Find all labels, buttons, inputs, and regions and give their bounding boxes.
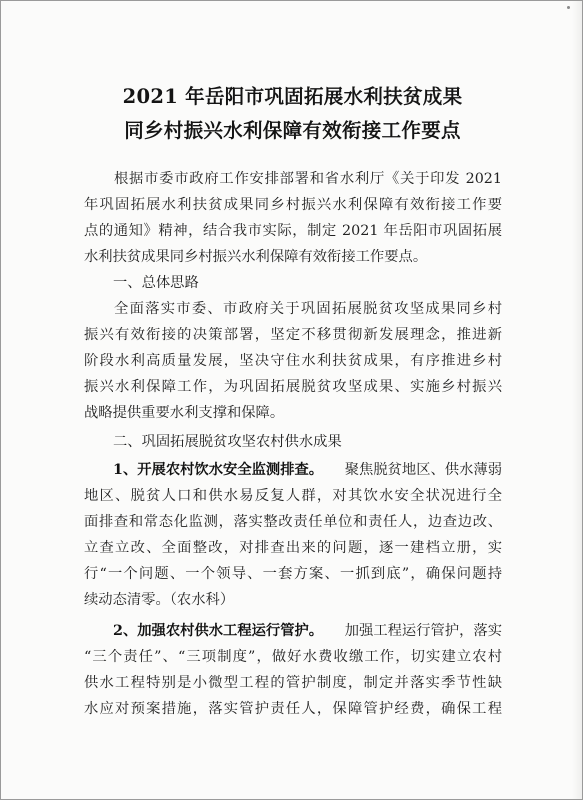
section-1-line-3: 阶段水利高质量发展，坚决守住水利扶贫成果，有序推进乡村 — [84, 353, 502, 369]
intro-line-4: 水利扶贫成果同乡村振兴水利保障有效衔接工作要点。 — [84, 249, 428, 265]
intro-line-3: 点的通知》精神，结合我市实际，制定 2021 年岳阳市巩固拓展 — [84, 223, 502, 239]
item-2-line-2: “三个责任”、“三项制度”，做好水费收缴工作，切实建立农村 — [84, 649, 502, 665]
item-2-first-rest: 加强工程运行管护，落实 — [344, 623, 502, 639]
section-1-line-2: 振兴有效衔接的决策部署，坚定不移贯彻新发展理念，推进新 — [84, 327, 502, 343]
item-2-lead: 2、加强农村供水工程运行管护。 — [113, 623, 324, 639]
intro-line-1: 根据市委市政府工作安排部署和省水利厅《关于印发 2021 — [114, 171, 502, 187]
item-2-line-4: 水应对预案措施，落实管护责任人，保障管护经费，确保工程 — [84, 701, 502, 717]
document-title-line-1: 2021 年岳阳市巩固拓展水利扶贫成果 — [122, 85, 463, 108]
section-1-heading: 一、总体思路 — [113, 275, 199, 291]
item-1-first-rest: 聚焦脱贫地区、供水薄弱 — [344, 462, 502, 478]
section-1-line-5: 战略提供重要水利支撑和保障。 — [84, 405, 285, 421]
intro-line-2: 年巩固拓展水利扶贫成果同乡村振兴水利保障有效衔接工作要 — [84, 197, 502, 213]
item-2-first-line — [113, 622, 502, 640]
document-title-line-2: 同乡村振兴水利保障有效衔接工作要点 — [124, 119, 461, 142]
item-1-line-3: 面排查和常态化监测，落实整改责任单位和责任人，边查边改、 — [84, 514, 502, 530]
item-1-line-5: 行“一个问题、一个领导、一套方案、一抓到底”，确保问题持 — [84, 566, 502, 582]
item-1-lead: 1、开展农村饮水安全监测排查。 — [113, 462, 324, 478]
scan-dot — [567, 6, 570, 9]
section-1-line-1: 全面落实市委、市政府关于巩固拓展脱贫攻坚成果同乡村 — [114, 301, 502, 317]
item-1-first-line — [113, 461, 502, 479]
section-2-heading: 二、巩固拓展脱贫攻坚农村供水成果 — [113, 434, 342, 450]
item-1-line-2: 地区、脱贫人口和供水易反复人群，对其饮水安全状况进行全 — [84, 488, 502, 504]
item-2-line-3: 供水工程特别是小微型工程的管护制度，制定并落实季节性缺 — [84, 675, 502, 691]
item-1-line-4: 立查立改、全面整改，对排查出来的问题，逐一建档立册，实 — [84, 540, 502, 556]
item-1-line-6: 续动态清零。（农水科） — [84, 592, 235, 608]
section-1-line-4: 振兴水利保障工作，为巩固拓展脱贫攻坚成果、实施乡村振兴 — [84, 379, 502, 395]
